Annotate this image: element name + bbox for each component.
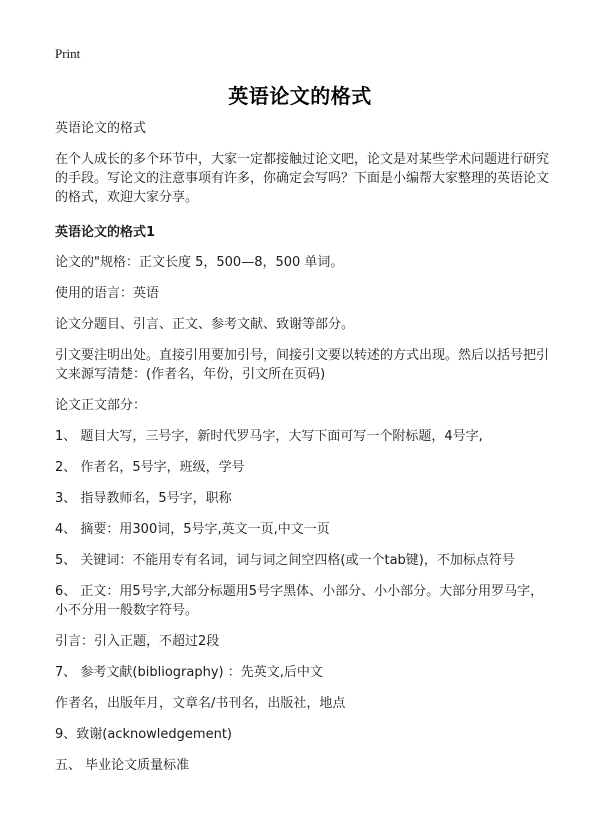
paragraph-body-heading: 论文正文部分： [55,398,147,413]
list-item-acknowledgement: 9、致谢(acknowledgement) [55,727,232,742]
paragraph-citation: 引文要注明出处。直接引用要加引号，间接引文要以转述的方式出现。然后以括号把引文来源写清楚：(作者名，年份，引文所在页码) [55,348,550,382]
intro-paragraph: 在个人成长的多个环节中，大家一定都接触过论文吧，论文是对某些学术问题进行研究的手段。写论文的注意事项有许多，你确定会写吗？下面是小编帮大家整理的英语论文的格式，欢迎大家分享。 [55,152,550,205]
list-item-keywords: 5、 关键词：不能用专有名词，词与词之间空四格(或一个tab键)，不加标点符号 [55,553,515,568]
list-item-advisor: 3、 指导教师名，5号字，职称 [55,491,232,506]
print-label[interactable]: Print [55,46,81,61]
list-item-body-text: 6、 正文：用5号字,大部分标题用5号字黑体、小部分、小小部分。大部分用罗马字，小不分用一般数字符号。 [55,584,544,618]
document-subtitle: 英语论文的格式 [55,121,147,136]
paragraph-language: 使用的语言：英语 [55,286,160,301]
paragraph-introduction: 引言：引入正题，不超过2段 [55,634,220,649]
paragraph-spec: 论文的"规格：正文长度 5，500—8，500 单词。 [55,255,344,270]
list-item-title: 1、 题目大写，三号字，新时代罗马字，大写下面可写一个附标题，4号字, [55,429,483,444]
paragraph-quality-standard: 五、 毕业论文质量标准 [55,758,190,773]
paragraph-bibliography-format: 作者名，出版年月，文章名/书刊名，出版社，地点 [55,696,346,711]
section-heading: 英语论文的格式1 [55,225,156,240]
paragraph-sections: 论文分题目、引言、正文、参考文献、致谢等部分。 [55,317,355,332]
list-item-abstract: 4、 摘要：用300词，5号字,英文一页,中文一页 [55,522,330,537]
list-item-author: 2、 作者名，5号字，班级，学号 [55,460,245,475]
document-body [55,119,555,787]
list-item-bibliography: 7、 参考文献(bibliography) ：先英文,后中文 [55,665,323,680]
page-title: 英语论文的格式 [228,84,372,108]
